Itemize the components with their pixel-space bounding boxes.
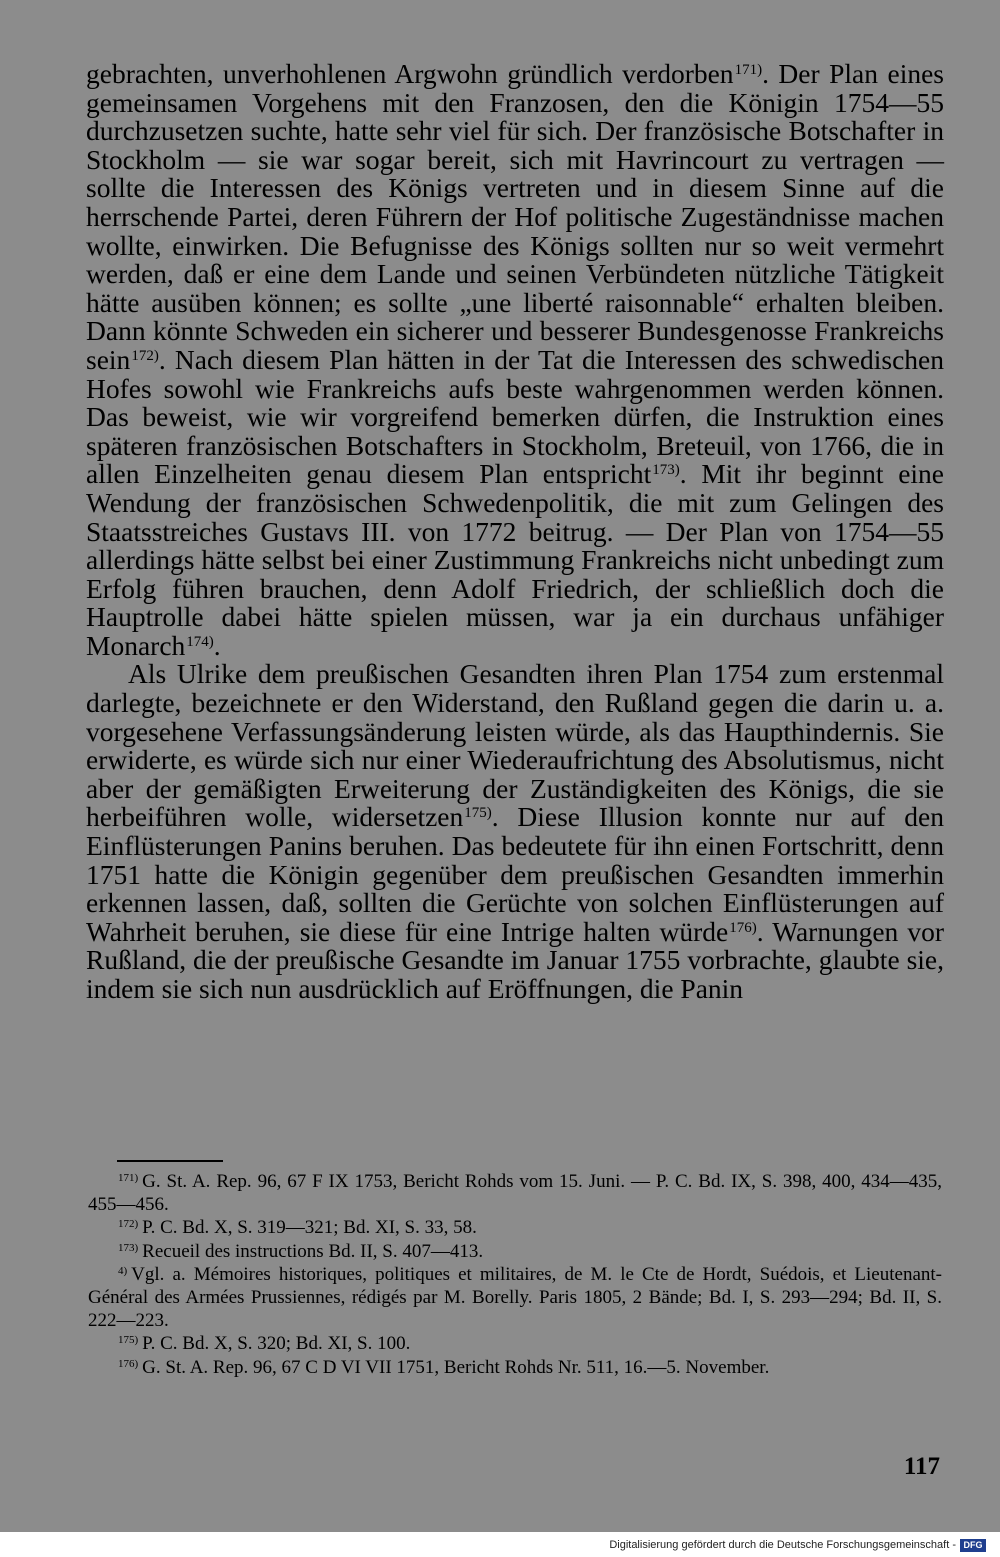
footnote <box>88 1240 942 1263</box>
footnote-text: P. C. Bd. X, S. 319—321; Bd. XI, S. 33, 58. <box>142 1217 477 1239</box>
footnote-reference: 171) <box>734 62 763 78</box>
dfg-logo-icon: DFG <box>960 1539 986 1552</box>
paragraph-text: . Mit ihr beginnt eine Wendung der französischen Schwedenpolitik, die mit zum Gelingen des Staatsstreiches Gustavs III. von 1772 beitrug. — Der Plan von 1754—55 allerdings hätte selbst bei einer Zustimmung Frankreichs nicht unbedingt zum Erfolg führen brauchen, denn Adolf Friedrich, der schließlich doch die Hauptrolle dabei hätte spielen müssen, war ja ein durchaus unfähiger Monarch <box>86 458 945 661</box>
footnote-mark: 171) <box>118 1172 139 1184</box>
footnote-text: G. St. A. Rep. 96, 67 F IX 1753, Bericht Rohds vom 15. Juni. — P. C. Bd. IX, S. 398, 400, 434—435, 455—456. <box>88 1171 942 1216</box>
footnote-mark: 176) <box>118 1357 139 1370</box>
footnote-mark: 175) <box>118 1334 139 1347</box>
footnotes <box>88 1170 942 1379</box>
paragraph-text: . Nach diesem Plan hätten in der Tat die Interessen des schwedischen Hofes sowohl wie Frankreichs aufs beste wahrgenommen werden können. Das beweist, wie wir vorgreifend bemerken dürfen, die Instruktion eines späteren französischen Botschafters in Stockholm, Breteuil, von 1766, die in allen Einzelheiten genau diesem Plan entspricht <box>86 343 944 490</box>
body-text <box>86 60 944 1004</box>
footnote-mark: 173) <box>118 1241 139 1254</box>
footnote-text: Vgl. a. Mémoires historiques, politiques et militaires, de M. le Cte de Hordt, Suédois, et Lieutenant-Général des Armées Prussiennes, rédigés par M. Borelly. Paris 1805, 2 Bände; Bd. I, S. 293—294; Bd. II, S. 222—223. <box>88 1263 942 1332</box>
footnote-text: G. St. A. Rep. 96, 67 C D VI VII 1751, Bericht Rohds Nr. 511, 16.—5. November. <box>142 1356 770 1378</box>
footnote-text: Recueil des instructions Bd. II, S. 407—413. <box>142 1240 484 1262</box>
footnote-separator <box>117 1160 223 1162</box>
footnote-text: P. C. Bd. X, S. 320; Bd. XI, S. 100. <box>142 1333 411 1355</box>
footnote <box>88 1332 942 1355</box>
paragraph-text: . Diese Illusion konnte nur auf den Einflüsterungen Panins beruhen. Das bedeutete für ihn einen Fortschritt, denn 1751 hatte die Königin gegenüber dem preußischen Gesandten immerhin erkennen lassen, daß, sollten die Gerüchte von solchen Einflüsterungen auf Wahrheit beruhen, sie diese für eine Intrige halten würde <box>86 801 944 947</box>
footnote-reference: 172) <box>131 347 159 364</box>
paragraph <box>86 660 944 1003</box>
page-number: 117 <box>903 1453 940 1480</box>
footer-credit: Digitalisierung gefördert durch die Deutsche Forschungsgemeinschaft - <box>609 1539 956 1551</box>
paragraph-text: Als Ulrike dem preußischen Gesandten ihren Plan 1754 zum erstenmal darlegte, bezeichnete er den Widerstand, den Rußland gegen die darin u. a. vorgesehene Verfassungsänderung leisten würde, als das Haupthindernis. Sie erwiderte, es würde sich nur einer Wiederaufrichtung des Absolutismus, nicht aber der gemäßigten Erweiterung der Zuständigkeiten des Königs, die sie herbeiführen wolle, widersetzen <box>86 658 944 833</box>
paragraph-text: . Der Plan eines gemeinsamen Vorgehens mit den Franzosen, den die Königin 1754—55 durchzusetzen suchte, hatte sehr viel für sich. Der französische Botschafter in Stockholm — sie war sogar bereit, sich mit Havrincourt zu vertragen — sollte die Interessen des Königs vertreten und in diesem Sinne auf die herrschende Partei, deren Führern der Hof politische Zugeständnisse machen wollte, einwirken. Die Befugnisse des Königs sollten nur so weit vermehrt werden, daß er eine dem Lande und seinen Verbündeten nützliche Tätigkeit hätte ausüben können; es sollte „une liberté raisonnable“ erhalten bleiben. Dann könnte Schweden ein sicherer und besserer Bundesgenosse Frankreichs sein <box>86 58 944 375</box>
paragraph-text: gebrachten, unverhohlenen Argwohn gründlich verdorben <box>86 58 734 89</box>
footnote-reference: 174) <box>186 633 214 650</box>
digitization-footer <box>0 1532 1000 1557</box>
paragraph-text: . <box>213 629 221 661</box>
footnote-reference: 175) <box>464 805 492 822</box>
footnote <box>88 1356 942 1379</box>
footnote-mark: 172) <box>118 1218 139 1231</box>
footnote-reference: 173) <box>652 462 680 479</box>
paragraph <box>86 60 944 660</box>
paragraph-text: . Warnungen vor Rußland, die der preußische Gesandte im Januar 1755 vorbrachte, glaubte sie, indem sie sich nun ausdrücklich auf Eröffnungen, die Panin <box>86 915 944 1004</box>
footnote <box>88 1263 942 1333</box>
footnote <box>88 1170 942 1216</box>
footnote-mark: 4) <box>118 1264 128 1277</box>
footnote <box>88 1216 942 1239</box>
footnote-reference: 176) <box>729 919 757 936</box>
